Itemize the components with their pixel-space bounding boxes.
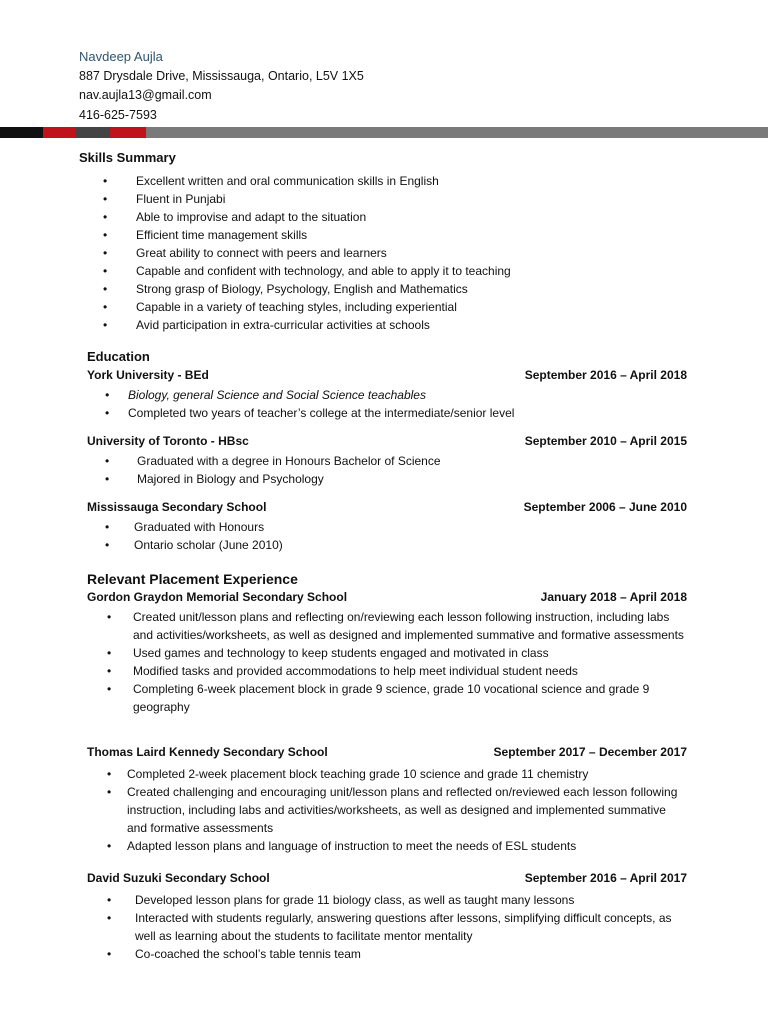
experience-entry-thomas-laird-kennedy [87, 745, 687, 759]
experience-entry-david-suzuki [87, 871, 687, 885]
school-name: Thomas Laird Kennedy Secondary School [87, 745, 328, 759]
date-range: September 2016 – April 2017 [524, 871, 687, 885]
list-item: • Efficient time management skills [79, 226, 699, 244]
list-item: • Majored in Biology and Psychology [87, 470, 687, 488]
list-item: • Modified tasks and provided accommodations to help meet individual student needs [87, 662, 687, 680]
list-item: • Able to improvise and adapt to the situation [79, 208, 699, 226]
education-bullets-york [87, 386, 687, 422]
list-item: • Adapted lesson plans and language of instruction to meet the needs of ESL students [87, 837, 687, 855]
date-range: January 2018 – April 2018 [540, 590, 687, 604]
list-item: • Created challenging and encouraging unit/lesson plans and reflected on/reviewed each lesson following instruction, including labs and activities/worksheets, as well as designed and implemented summative and formative assessments [87, 783, 687, 837]
education-bullets-mississauga [87, 518, 687, 554]
experience-bullets-david-suzuki [87, 891, 687, 963]
date-range: September 2006 – June 2010 [523, 500, 687, 514]
list-item: • Graduated with Honours [87, 518, 687, 536]
experience-entry-gordon-graydon [87, 590, 687, 604]
institution-name: York University - BEd [87, 368, 209, 382]
list-item: • Interacted with students regularly, answering questions after lessons, simplifying difficult concepts, as well as learning about the students to facilitate mentor mentality [87, 909, 687, 945]
date-range: September 2016 – April 2018 [524, 368, 687, 382]
institution-name: University of Toronto - HBsc [87, 434, 249, 448]
experience-heading: Relevant Placement Experience [87, 571, 298, 587]
date-range: September 2010 – April 2015 [524, 434, 687, 448]
education-entry-mississauga [87, 500, 687, 514]
list-item: • Capable in a variety of teaching styles, including experiential [79, 298, 699, 316]
school-name: Gordon Graydon Memorial Secondary School [87, 590, 348, 604]
contact-block [79, 47, 364, 125]
list-item: • Used games and technology to keep students engaged and motivated in class [87, 644, 687, 662]
experience-bullets-gordon-graydon [87, 608, 687, 716]
bar-segment-red [110, 127, 146, 138]
list-item: • Co-coached the school’s table tennis team [87, 945, 687, 963]
list-item: • Completing 6-week placement block in grade 9 science, grade 10 vocational science and grade 9 geography [87, 680, 687, 716]
bar-segment-red [43, 127, 76, 138]
list-item: • Excellent written and oral communication skills in English [79, 172, 699, 190]
list-item: • Ontario scholar (June 2010) [87, 536, 687, 554]
education-entry-toronto [87, 434, 687, 448]
list-item: • Graduated with a degree in Honours Bachelor of Science [87, 452, 687, 470]
list-item: • Great ability to connect with peers and learners [79, 244, 699, 262]
address: 887 Drysdale Drive, Mississauga, Ontario, L5V 1X5 [79, 68, 364, 83]
list-item: • Biology, general Science and Social Science teachables [87, 386, 687, 404]
education-bullets-toronto [87, 452, 687, 488]
education-heading: Education [87, 349, 150, 364]
institution-name: Mississauga Secondary School [87, 500, 267, 514]
school-name: David Suzuki Secondary School [87, 871, 270, 885]
list-item: • Completed two years of teacher’s college at the intermediate/senior level [87, 404, 687, 422]
skills-list [79, 172, 699, 334]
list-item: • Completed 2-week placement block teaching grade 10 science and grade 11 chemistry [87, 765, 687, 783]
applicant-name: Navdeep Aujla [79, 49, 163, 64]
date-range: September 2017 – December 2017 [493, 745, 687, 759]
email: nav.aujla13@gmail.com [79, 88, 212, 102]
list-item: • Avid participation in extra-curricular activities at schools [79, 316, 699, 334]
skills-heading: Skills Summary [79, 150, 176, 165]
list-item: • Developed lesson plans for grade 11 biology class, as well as taught many lessons [87, 891, 687, 909]
header-divider-bar [0, 127, 768, 138]
bar-segment-gray [146, 127, 768, 138]
list-item: • Created unit/lesson plans and reflecting on/reviewing each lesson following instruction, including labs and activities/worksheets, as well as designed and implemented summative and formative assessments [87, 608, 687, 644]
phone: 416-625-7593 [79, 107, 157, 122]
education-entry-york [87, 368, 687, 382]
bar-segment-dark-gray [76, 127, 110, 138]
list-item: • Capable and confident with technology, and able to apply it to teaching [79, 262, 699, 280]
experience-bullets-thomas-laird-kennedy [87, 765, 687, 855]
bar-segment-black [0, 127, 43, 138]
list-item: • Strong grasp of Biology, Psychology, English and Mathematics [79, 280, 699, 298]
list-item: • Fluent in Punjabi [79, 190, 699, 208]
